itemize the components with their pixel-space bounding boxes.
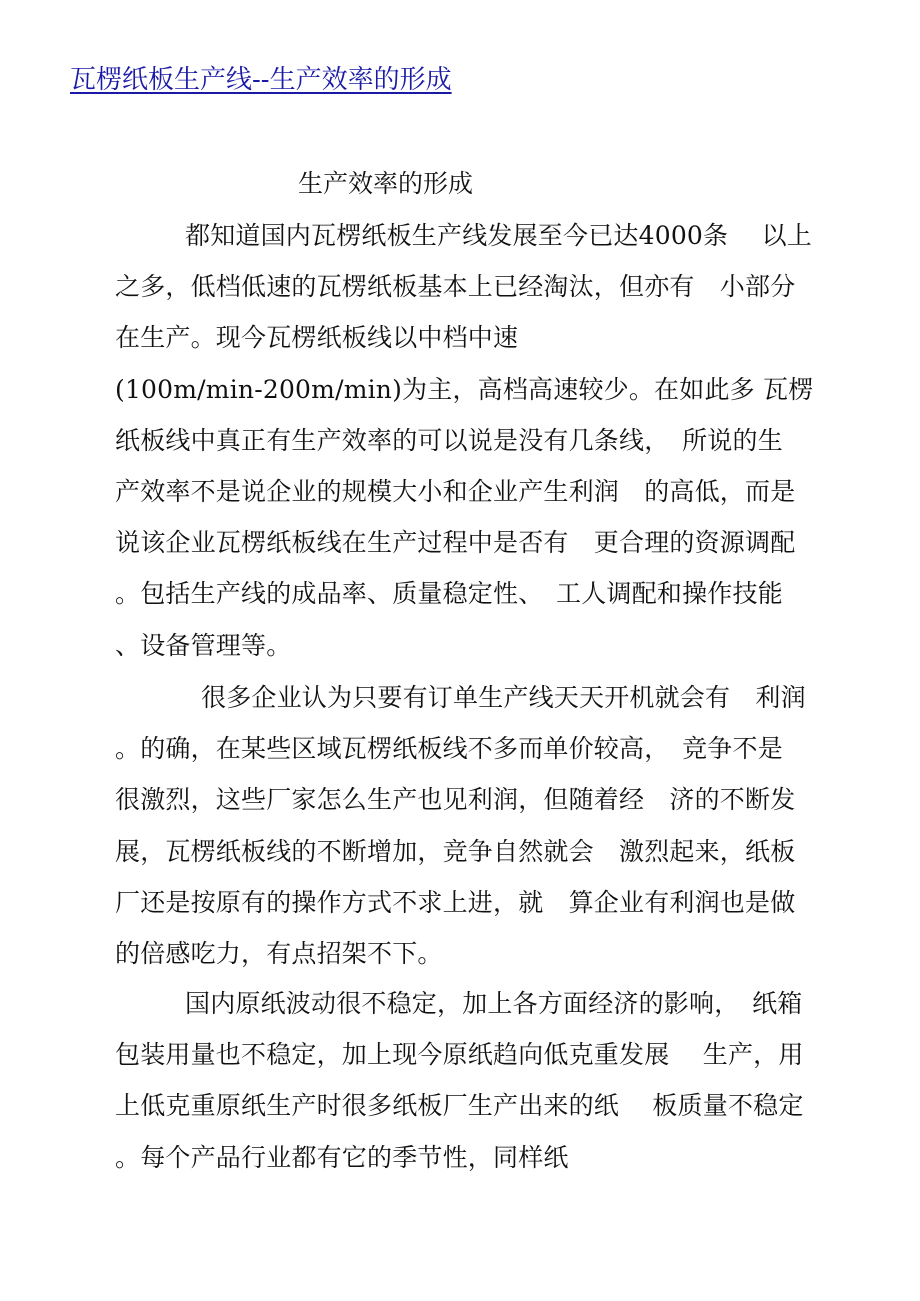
paragraph-line: 。的确，在某些区域瓦楞纸板线不多而单价较高， 竞争不是 <box>115 734 783 764</box>
paragraph-line: 产效率不是说企业的规模大小和企业产生利润 的高低，而是 <box>115 476 796 506</box>
paragraph-line: 很多企业认为只要有订单生产线天天开机就会有 利润 <box>201 683 806 712</box>
paragraph-line: 纸板线中真正有生产效率的可以说是没有几条线， 所说的生 <box>115 425 783 455</box>
section-heading: 生产效率的形成 <box>298 169 474 198</box>
paragraph-line: 都知道国内瓦楞纸板生产线发展至今已达4000条 以上 <box>185 221 812 250</box>
paragraph-line: 。包括生产线的成品率、质量稳定性、 工人调配和操作技能 <box>115 579 783 609</box>
paragraph-line: 、设备管理等。 <box>115 630 292 660</box>
paragraph-line: 厂还是按原有的操作方式不求上进，就 算企业有利润也是做 <box>115 887 796 917</box>
paragraph-line: 在生产。现今瓦楞纸板线以中档中速 <box>115 323 519 353</box>
paragraph-line: 很激烈，这些厂家怎么生产也见利润，但随着经 济的不断发 <box>115 785 796 815</box>
paragraph-2 <box>115 672 806 979</box>
paragraph-line: 。每个产品行业都有它的季节性，同样纸 <box>115 1142 569 1172</box>
paragraph-line: (100m/min-200m/min)为主，高档高速较少。在如此多 瓦楞 <box>115 374 814 404</box>
paragraph-1 <box>115 210 813 671</box>
paragraph-line: 包装用量也不稳定，加上现今原纸趋向低克重发展 生产，用 <box>115 1040 804 1070</box>
paragraph-line: 的倍感吃力，有点招架不下。 <box>115 938 443 968</box>
paragraph-line: 说该企业瓦楞纸板线在生产过程中是否有 更合理的资源调配 <box>115 528 796 558</box>
paragraph-3 <box>115 978 804 1183</box>
paragraph-line: 展，瓦楞纸板线的不断增加，竞争自然就会 激烈起来，纸板 <box>115 836 796 866</box>
document-title-link[interactable]: 瓦楞纸板生产线--生产效率的形成 <box>70 65 452 95</box>
paragraph-line: 之多，低档低速的瓦楞纸板基本上已经淘汰，但亦有 小部分 <box>115 272 796 302</box>
paragraph-line: 上低克重原纸生产时很多纸板厂生产出来的纸 板质量不稳定 <box>115 1091 804 1121</box>
paragraph-line: 国内原纸波动很不稳定，加上各方面经济的影响， 纸箱 <box>185 989 803 1018</box>
